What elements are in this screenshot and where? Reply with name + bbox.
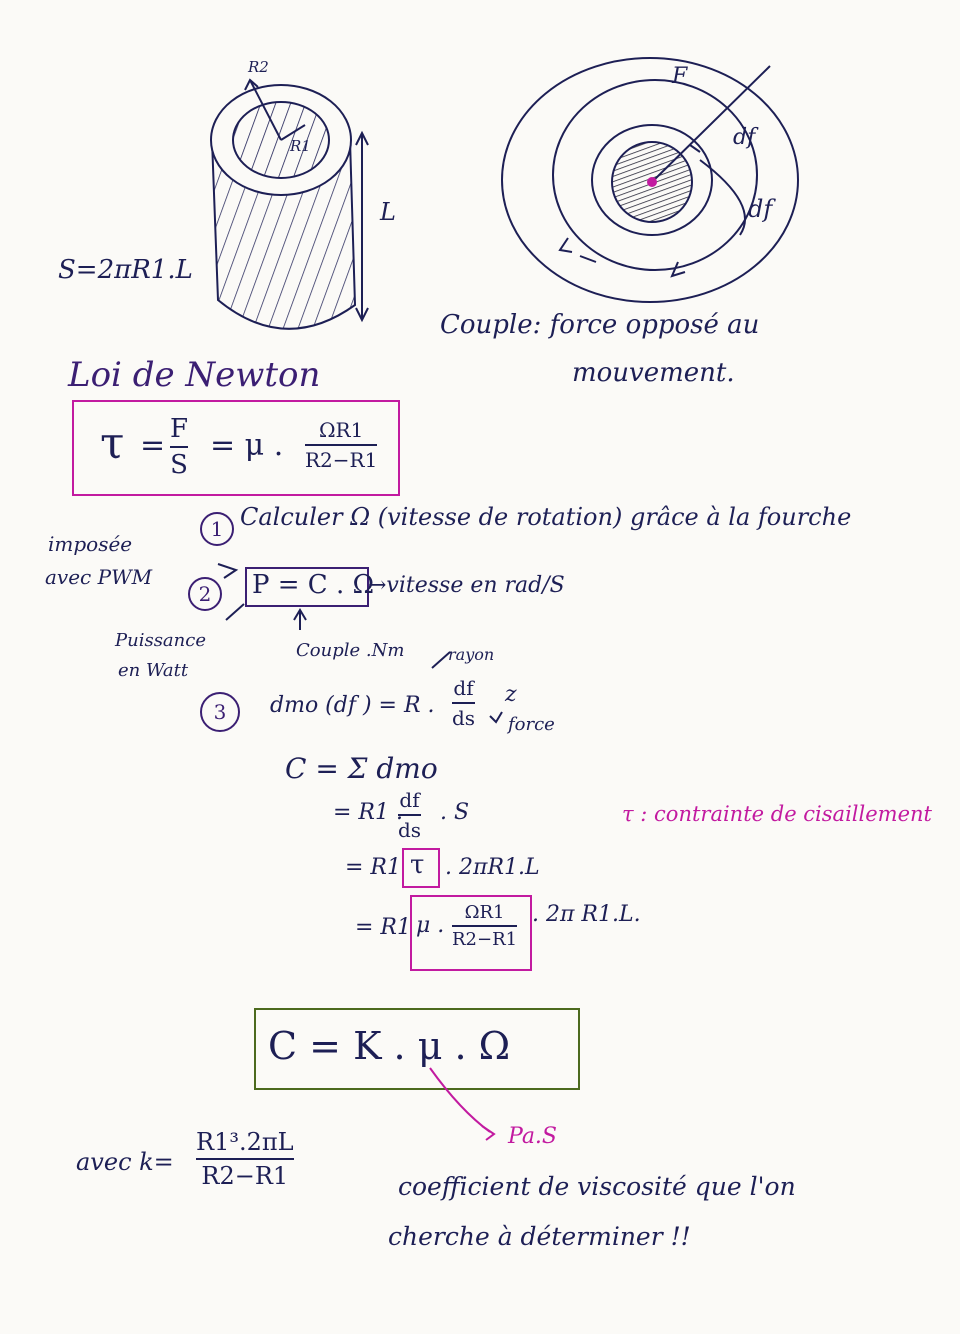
den-s: S [170, 450, 188, 480]
step-3-badge [200, 692, 240, 732]
z-vector: z [505, 682, 517, 707]
den-ds: ds [452, 706, 476, 730]
eq-sign-1: = [140, 428, 166, 463]
k-fraction [196, 1128, 294, 1190]
speed-unit-note: →vitesse en rad/S [368, 573, 565, 598]
step-2-badge [188, 577, 222, 611]
fraction-bar [398, 814, 421, 816]
imposed-label-2: avec PWM [45, 565, 153, 589]
derivation-line-2-right: . S [440, 800, 470, 825]
surface-formula: S=2πR1.L [58, 255, 193, 285]
fraction-bar [170, 446, 188, 448]
unit-pa-s: Pa.S [508, 1124, 557, 1149]
k-numerator: R1³.2πL [196, 1128, 294, 1156]
label-l: L [380, 198, 396, 226]
num-omega-r1: ΩR1 [464, 902, 505, 923]
den-r2-r1: R2−R1 [452, 929, 518, 950]
couple-unit-note: Couple .Nm [296, 640, 405, 661]
step-1-badge [200, 512, 234, 546]
derivation-line-3-left: = R1 [345, 855, 401, 880]
den-r2-r1: R2−R1 [305, 448, 378, 472]
fraction-bar [452, 925, 517, 927]
rayon-note: rayon [448, 645, 495, 664]
step-1-number: 1 [210, 517, 224, 541]
tau-definition-note: τ : contrainte de cisaillement [622, 802, 932, 826]
derivation-line-3-right: . 2πR1.L [445, 855, 540, 880]
label-df-1: df [733, 125, 756, 150]
force-note: force [508, 714, 555, 735]
den-ds: ds [398, 818, 422, 842]
newton-title: Loi de Newton [68, 355, 321, 395]
imposed-label-1: imposée [48, 532, 133, 556]
derivation-line-1: C = Σ dmo [285, 752, 438, 785]
derivation-line-4-right: . 2π R1.L. [532, 902, 641, 927]
derivation-df-ds [398, 788, 421, 842]
k-denominator: R2−R1 [201, 1162, 289, 1190]
f-over-s [170, 414, 188, 480]
num-f: F [170, 414, 189, 444]
label-r2: R2 [248, 58, 269, 76]
step-2-number: 2 [198, 582, 212, 606]
eq-mu: = μ . [210, 428, 284, 463]
power-unit-2: en Watt [118, 660, 189, 681]
num-df: df [453, 676, 474, 700]
k-prefix: avec k= [76, 1148, 174, 1176]
power-unit-1: Puissance [115, 630, 206, 651]
viscosity-note-2: cherche à déterminer !! [388, 1222, 691, 1251]
derivation-mu: μ . [416, 913, 445, 938]
tau-symbol: τ [100, 418, 125, 469]
derivation-tau: τ [410, 850, 425, 880]
couple-caption-1: Couple: force opposé au [440, 310, 760, 340]
fraction-bar [196, 1158, 294, 1160]
num-df: df [399, 788, 420, 812]
label-df-2: df [748, 195, 773, 223]
couple-caption-2: mouvement. [572, 358, 735, 388]
derivation-line-2-left: = R1 . [333, 800, 403, 825]
label-r1: R1 [290, 137, 311, 155]
result-formula: C = K . μ . Ω [268, 1024, 511, 1068]
power-formula: P = C . Ω [252, 570, 375, 600]
derivation-omega-fraction [452, 902, 517, 950]
fraction-bar [452, 702, 475, 704]
fraction-bar [305, 444, 377, 446]
df-over-ds [452, 676, 475, 730]
label-f: F [672, 64, 688, 89]
step-3-number: 3 [213, 700, 227, 724]
num-omega-r1: ΩR1 [318, 418, 364, 442]
viscosity-note-1: coefficient de viscosité que l'on [398, 1172, 796, 1201]
derivation-line-4-left: = R1 [355, 915, 411, 940]
step-3-formula: dmo (df ) = R . [270, 693, 435, 718]
omega-r-fraction [305, 418, 377, 472]
step-1-text: Calculer Ω (vitesse de rotation) grâce à la fourche [240, 503, 852, 531]
